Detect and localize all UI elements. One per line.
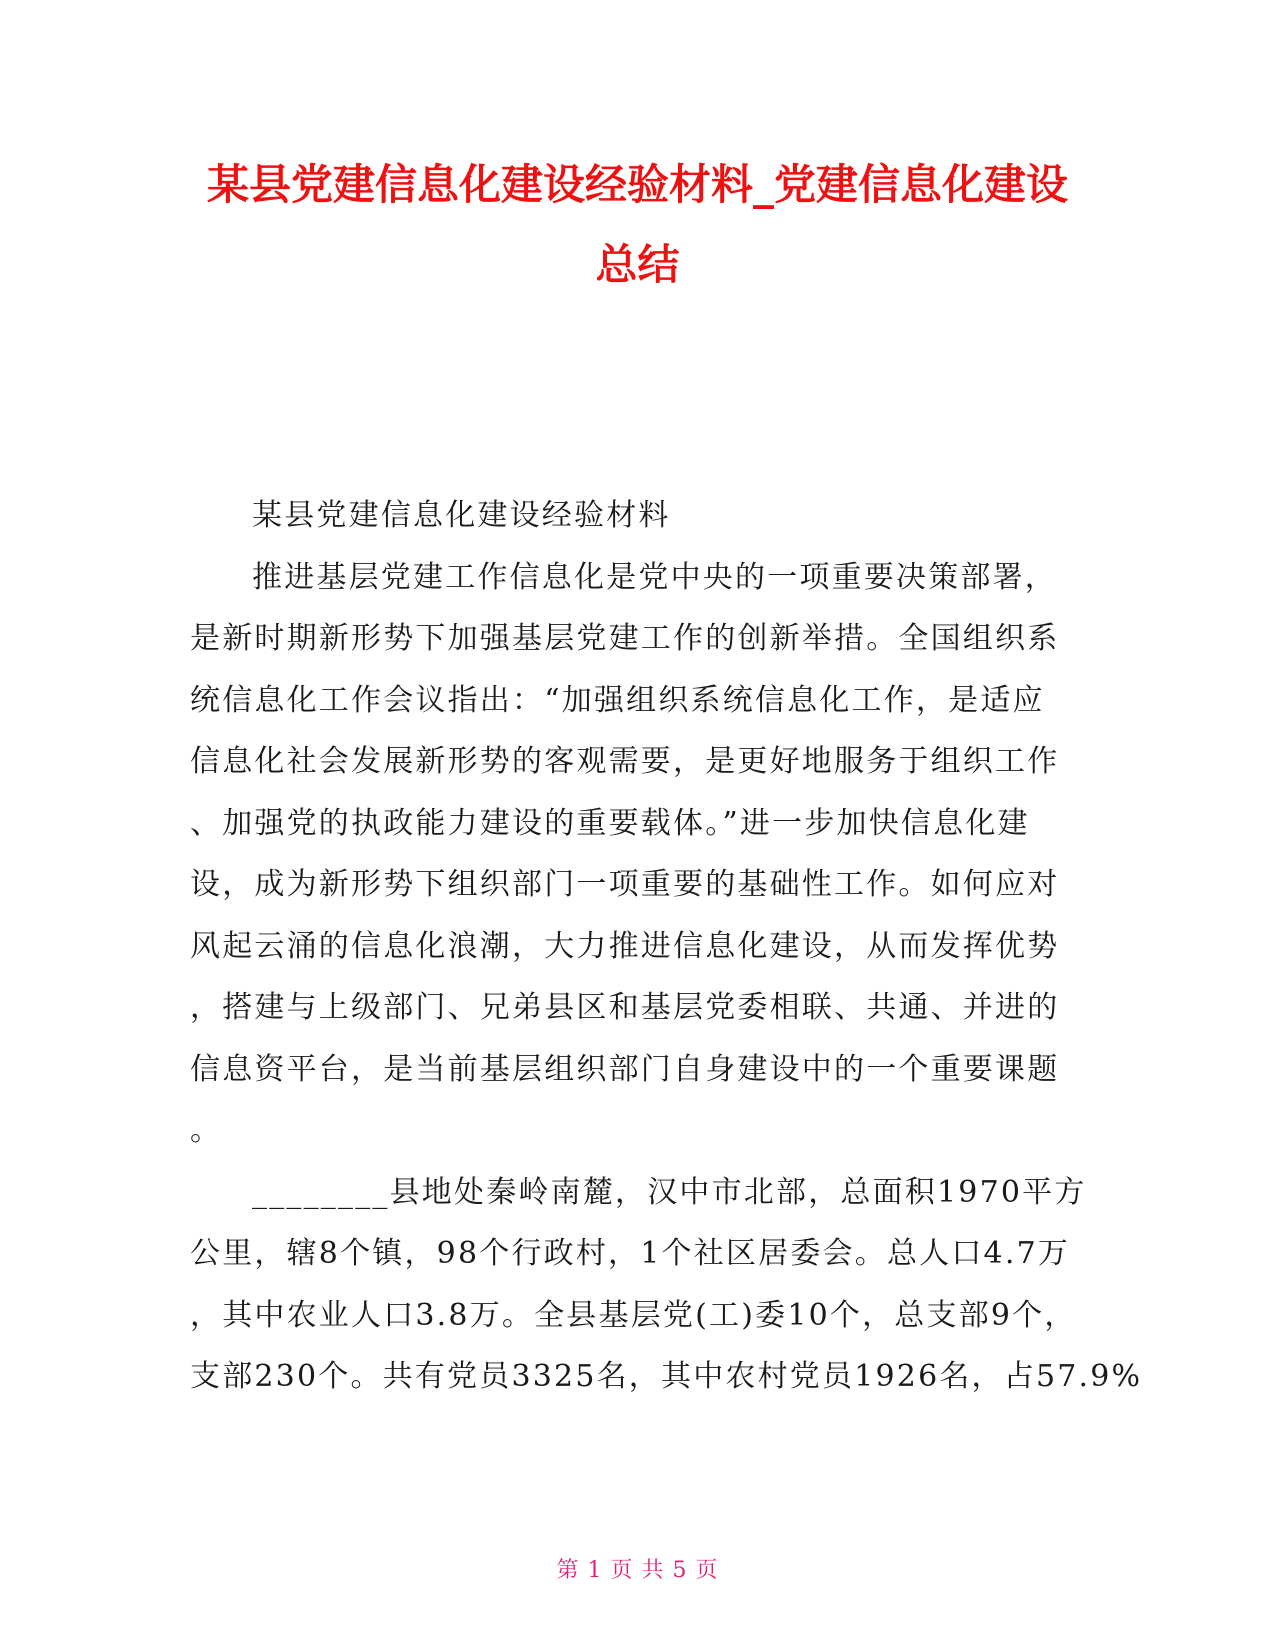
- body-text-line: ________县地处秦岭南麓，汉中市北部，总面积1970平方: [252, 1174, 1087, 1210]
- body-text-line: 是新时期新形势下加强基层党建工作的创新举措。全国组织系: [190, 621, 1060, 656]
- body-text-line: 公里，辖8个镇，98个行政村，1个社区居委会。总人口4.7万: [190, 1236, 1071, 1271]
- body-text-line: 、加强党的执政能力建设的重要载体。”进一步加快信息化建: [190, 805, 1030, 841]
- body-text-line: 。: [190, 1113, 223, 1148]
- body-text-line: 信息化社会发展新形势的客观需要，是更好地服务于组织工作: [190, 744, 1060, 779]
- document-title: [170, 145, 1105, 305]
- body-text-line: 风起云涌的信息化浪潮，大力推进信息化建设，从而发挥优势: [190, 928, 1060, 964]
- body-text-line: 推进基层党建工作信息化是党中央的一项重要决策部署，: [252, 559, 1057, 595]
- document-title-line-2: 总结: [595, 240, 680, 289]
- body-text-line: ，其中农业人口3.8万。全县基层党(工)委10个，总支部9个，: [190, 1297, 1077, 1333]
- body-text-line: 支部230个。共有党员3325名，其中农村党员1926名，占57.9%: [190, 1359, 1143, 1394]
- document-title-line-1: 某县党建信息化建设经验材料_党建信息化建设: [206, 160, 1068, 209]
- body-text-line: ，搭建与上级部门、兄弟县区和基层党委相联、共通、并进的: [190, 990, 1060, 1025]
- body-text-line: 统信息化工作会议指出：“加强组织系统信息化工作，是适应: [190, 682, 1045, 718]
- page-number-footer: 第 1 页 共 5 页: [556, 1558, 719, 1583]
- body-text-line: 信息资平台，是当前基层组织部门自身建设中的一个重要课题: [190, 1051, 1060, 1087]
- body-text-line: 某县党建信息化建设经验材料: [252, 498, 671, 533]
- body-text-line: 设，成为新形势下组织部门一项重要的基础性工作。如何应对: [190, 867, 1060, 902]
